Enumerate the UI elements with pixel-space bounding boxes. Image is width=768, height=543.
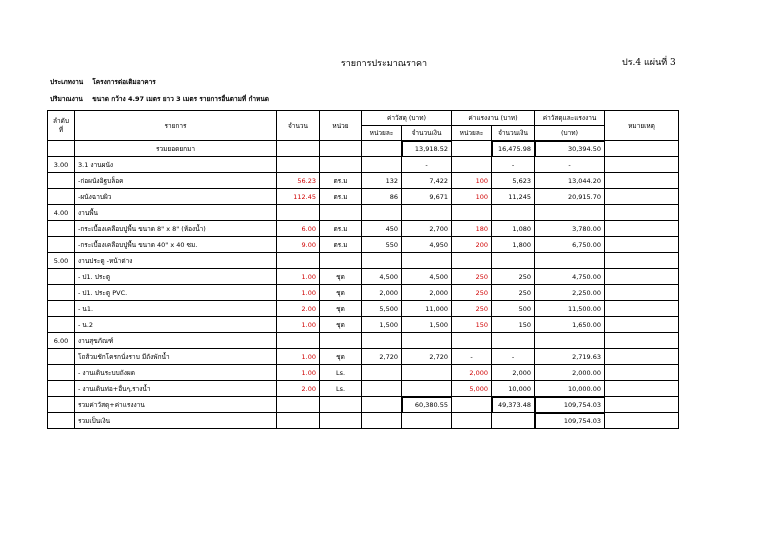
cell-remark (605, 141, 679, 157)
cell-la (492, 205, 535, 221)
header-total: ค่าวัสดุและแรงงาน (535, 111, 605, 126)
cell-lu: 150 (452, 317, 492, 333)
cell-total: 30,394.50 (535, 141, 605, 157)
cell-la: 250 (492, 285, 535, 301)
cell-ma (402, 413, 452, 429)
cell-lu (452, 141, 492, 157)
cell-unit: ชุด (320, 285, 362, 301)
cell-lu: 250 (452, 285, 492, 301)
cell-mu (362, 141, 402, 157)
cell-ma: 11,000 (402, 301, 452, 317)
header-remark: หมายเหตุ (605, 111, 679, 141)
cell-ma (402, 333, 452, 349)
cell-mu (362, 397, 402, 413)
cell-unit (320, 157, 362, 173)
header-qty: จำนวน (277, 111, 320, 141)
cell-ma: 2,700 (402, 221, 452, 237)
cell-qty (277, 157, 320, 173)
table-row (48, 285, 679, 301)
cell-no (48, 189, 75, 205)
cell-total: 10,000.00 (535, 381, 605, 397)
cell-qty: 1.00 (277, 349, 320, 365)
cell-mu: 86 (362, 189, 402, 205)
cell-lu: 250 (452, 301, 492, 317)
cell-no (48, 413, 75, 429)
cell-total: 109,754.03 (535, 413, 605, 429)
cell-remark (605, 333, 679, 349)
cell-item: - งานเดินระบบถังผด (75, 365, 277, 381)
cell-lu (452, 397, 492, 413)
cell-no: 6.00 (48, 333, 75, 349)
cell-total (535, 333, 605, 349)
cell-unit (320, 333, 362, 349)
cell-la: 150 (492, 317, 535, 333)
work-quantity-line (50, 94, 269, 104)
cell-qty (277, 397, 320, 413)
table-row (48, 253, 679, 269)
work-quantity-label: ปริมาณงาน (50, 95, 83, 103)
cell-la: 250 (492, 269, 535, 285)
cell-total: - (535, 157, 605, 173)
cell-la: 49,373.48 (492, 397, 535, 413)
cell-no (48, 221, 75, 237)
cell-remark (605, 205, 679, 221)
cell-total: 2,250.00 (535, 285, 605, 301)
cell-la: - (492, 157, 535, 173)
cell-qty: 112.45 (277, 189, 320, 205)
cell-mu (362, 365, 402, 381)
cell-total: 4,750.00 (535, 269, 605, 285)
cell-item: รวมยอดยกมา (75, 141, 277, 157)
cell-lu: 180 (452, 221, 492, 237)
cell-lu (452, 253, 492, 269)
cell-item: - ป1. ประตู PVC. (75, 285, 277, 301)
cell-qty (277, 253, 320, 269)
table-row (48, 397, 679, 413)
cell-no (48, 381, 75, 397)
cell-qty (277, 333, 320, 349)
cell-mu: 5,500 (362, 301, 402, 317)
cell-qty: 1.00 (277, 285, 320, 301)
table-row (48, 333, 679, 349)
cell-no: 5.00 (48, 253, 75, 269)
cell-remark (605, 253, 679, 269)
cell-ma: 2,720 (402, 349, 452, 365)
cell-lu: - (452, 349, 492, 365)
cell-lu: 250 (452, 269, 492, 285)
cell-ma: 4,950 (402, 237, 452, 253)
table-row (48, 269, 679, 285)
cell-total: 13,044.20 (535, 173, 605, 189)
cell-item: - น.2 (75, 317, 277, 333)
cell-item: -ผนังฉาบผิว (75, 189, 277, 205)
header-total-unit: (บาท) (535, 126, 605, 141)
cell-ma: - (402, 157, 452, 173)
cell-mu (362, 333, 402, 349)
cell-mu: 450 (362, 221, 402, 237)
cell-ma: 4,500 (402, 269, 452, 285)
cell-remark (605, 269, 679, 285)
cell-total: 109,754.03 (535, 397, 605, 413)
cell-total: 3,780.00 (535, 221, 605, 237)
cell-qty: 1.00 (277, 317, 320, 333)
cell-no (48, 301, 75, 317)
cell-la: 500 (492, 301, 535, 317)
header-material-amount: จำนวนเงิน (402, 126, 452, 141)
cell-unit: ตร.ม (320, 221, 362, 237)
cell-la: 10,000 (492, 381, 535, 397)
cell-qty: 1.00 (277, 269, 320, 285)
cell-la: 5,623 (492, 173, 535, 189)
cell-mu: 2,000 (362, 285, 402, 301)
cell-item: -ก่อผนังอิฐบล็อค (75, 173, 277, 189)
cell-remark (605, 413, 679, 429)
cell-la (492, 253, 535, 269)
cell-item: -กระเบื้องเคลือบปูพื้น ขนาด 40" x 40 ซม. (75, 237, 277, 253)
cell-remark (605, 317, 679, 333)
cell-qty: 9.00 (277, 237, 320, 253)
project-type-label: ประเภทงาน (50, 78, 84, 86)
cell-mu: 1,500 (362, 317, 402, 333)
project-type-value: โครงการต่อเติมอาคาร (92, 78, 156, 86)
cell-la: 11,245 (492, 189, 535, 205)
cell-unit: Ls. (320, 365, 362, 381)
cell-remark (605, 349, 679, 365)
cell-ma: 1,500 (402, 317, 452, 333)
project-type-line (50, 77, 156, 87)
header-labor-amount: จำนวนเงิน (492, 126, 535, 141)
cell-remark (605, 173, 679, 189)
cell-remark (605, 221, 679, 237)
cell-mu: 2,720 (362, 349, 402, 365)
cell-remark (605, 237, 679, 253)
cell-qty: 56.23 (277, 173, 320, 189)
cell-unit: Ls. (320, 381, 362, 397)
cell-remark (605, 285, 679, 301)
estimate-table (47, 110, 679, 429)
cell-total (535, 205, 605, 221)
cell-ma (402, 253, 452, 269)
cell-unit (320, 253, 362, 269)
cell-remark (605, 381, 679, 397)
sheet-number: ปร.4 แผ่นที่ 3 (622, 58, 676, 68)
cell-lu: 100 (452, 173, 492, 189)
table-row (48, 157, 679, 173)
cell-total: 6,750.00 (535, 237, 605, 253)
cell-item: - น1. (75, 301, 277, 317)
cell-ma: 13,918.52 (402, 141, 452, 157)
cell-unit (320, 205, 362, 221)
cell-lu: 5,000 (452, 381, 492, 397)
table-row (48, 237, 679, 253)
table-row (48, 173, 679, 189)
cell-la: 1,800 (492, 237, 535, 253)
cell-mu (362, 253, 402, 269)
cell-lu (452, 205, 492, 221)
cell-unit (320, 413, 362, 429)
cell-item: รวมเป็นเงิน (75, 413, 277, 429)
cell-qty: 6.00 (277, 221, 320, 237)
cell-mu (362, 205, 402, 221)
cell-item: โถส้วมชักโครกนั่งราบ มีถังพักน้ำ (75, 349, 277, 365)
cell-la: 2,000 (492, 365, 535, 381)
cell-unit: ตร.ม (320, 173, 362, 189)
cell-mu (362, 413, 402, 429)
header-labor-unit-price: หน่วยละ (452, 126, 492, 141)
cell-ma: 60,380.55 (402, 397, 452, 413)
cell-qty: 1.00 (277, 365, 320, 381)
table-row (48, 221, 679, 237)
cell-qty: 2.00 (277, 381, 320, 397)
cell-total: 20,915.70 (535, 189, 605, 205)
table-row (48, 381, 679, 397)
table-row (48, 365, 679, 381)
cell-lu (452, 157, 492, 173)
cell-la (492, 333, 535, 349)
cell-item: - งานเดินท่อ+อื่นๆ,รางน้ำ (75, 381, 277, 397)
cell-no (48, 285, 75, 301)
cell-qty (277, 205, 320, 221)
table-row (48, 141, 679, 157)
cell-no (48, 269, 75, 285)
cell-lu: 100 (452, 189, 492, 205)
cell-no (48, 237, 75, 253)
cell-no: 4.00 (48, 205, 75, 221)
cell-la: 1,080 (492, 221, 535, 237)
header-item: รายการ (75, 111, 277, 141)
cell-total: 1,650.00 (535, 317, 605, 333)
cell-lu (452, 333, 492, 349)
cell-no: 3.00 (48, 157, 75, 173)
cell-unit: ชุด (320, 301, 362, 317)
cell-qty: 2.00 (277, 301, 320, 317)
cell-total: 2,719.63 (535, 349, 605, 365)
cell-remark (605, 365, 679, 381)
table-row (48, 413, 679, 429)
cell-lu: 200 (452, 237, 492, 253)
cell-item: งานพื้น (75, 205, 277, 221)
cell-unit: ชุด (320, 269, 362, 285)
cell-item: รวมค่าวัสดุ+ค่าแรงงาน (75, 397, 277, 413)
cell-unit: ตร.ม (320, 189, 362, 205)
header-no: ลำดับ ที่ (48, 111, 75, 141)
cell-qty (277, 141, 320, 157)
cell-total (535, 253, 605, 269)
cell-la (492, 413, 535, 429)
cell-mu (362, 157, 402, 173)
cell-ma (402, 381, 452, 397)
header-labor: ค่าแรงงาน (บาท) (452, 111, 535, 126)
cell-item: งานประตู -หน้าต่าง (75, 253, 277, 269)
cell-la: 16,475.98 (492, 141, 535, 157)
cell-lu: 2,000 (452, 365, 492, 381)
cell-ma (402, 365, 452, 381)
cell-unit: ตร.ม (320, 237, 362, 253)
cell-no (48, 397, 75, 413)
table-row (48, 349, 679, 365)
table-row (48, 189, 679, 205)
cell-item: - ป1. ประตู (75, 269, 277, 285)
cell-total: 2,000.00 (535, 365, 605, 381)
cell-mu: 550 (362, 237, 402, 253)
cell-no (48, 365, 75, 381)
table-row (48, 317, 679, 333)
document-title: รายการประมาณราคา (340, 59, 428, 69)
cell-mu: 4,500 (362, 269, 402, 285)
cell-ma (402, 205, 452, 221)
table-row (48, 205, 679, 221)
cell-no (48, 173, 75, 189)
header-material-unit-price: หน่วยละ (362, 126, 402, 141)
cell-unit: ชุด (320, 317, 362, 333)
cell-no (48, 349, 75, 365)
cell-item: -กระเบื้องเคลือบปูพื้น ขนาด 8" x 8" (ห้องน้ำ) (75, 221, 277, 237)
cell-remark (605, 189, 679, 205)
cell-mu: 132 (362, 173, 402, 189)
cell-no (48, 317, 75, 333)
cell-item: งานสุขภัณฑ์ (75, 333, 277, 349)
cell-unit (320, 397, 362, 413)
table-row (48, 301, 679, 317)
cell-item: 3.1 งานผนัง (75, 157, 277, 173)
cell-unit (320, 141, 362, 157)
cell-lu (452, 413, 492, 429)
cell-ma: 9,671 (402, 189, 452, 205)
cell-ma: 7,422 (402, 173, 452, 189)
cell-remark (605, 157, 679, 173)
cell-unit: ชุด (320, 349, 362, 365)
work-quantity-value: ขนาด กว้าง 4.97 เมตร ยาว 3 เมตร รายการอื่นตามที่ กำหนด (92, 95, 269, 103)
cell-no (48, 141, 75, 157)
cell-remark (605, 301, 679, 317)
cell-qty (277, 413, 320, 429)
cell-mu (362, 381, 402, 397)
cell-la: - (492, 349, 535, 365)
cell-remark (605, 397, 679, 413)
cell-total: 11,500.00 (535, 301, 605, 317)
header-unit: หน่วย (320, 111, 362, 141)
header-material: ค่าวัสดุ (บาท) (362, 111, 452, 126)
cell-ma: 2,000 (402, 285, 452, 301)
